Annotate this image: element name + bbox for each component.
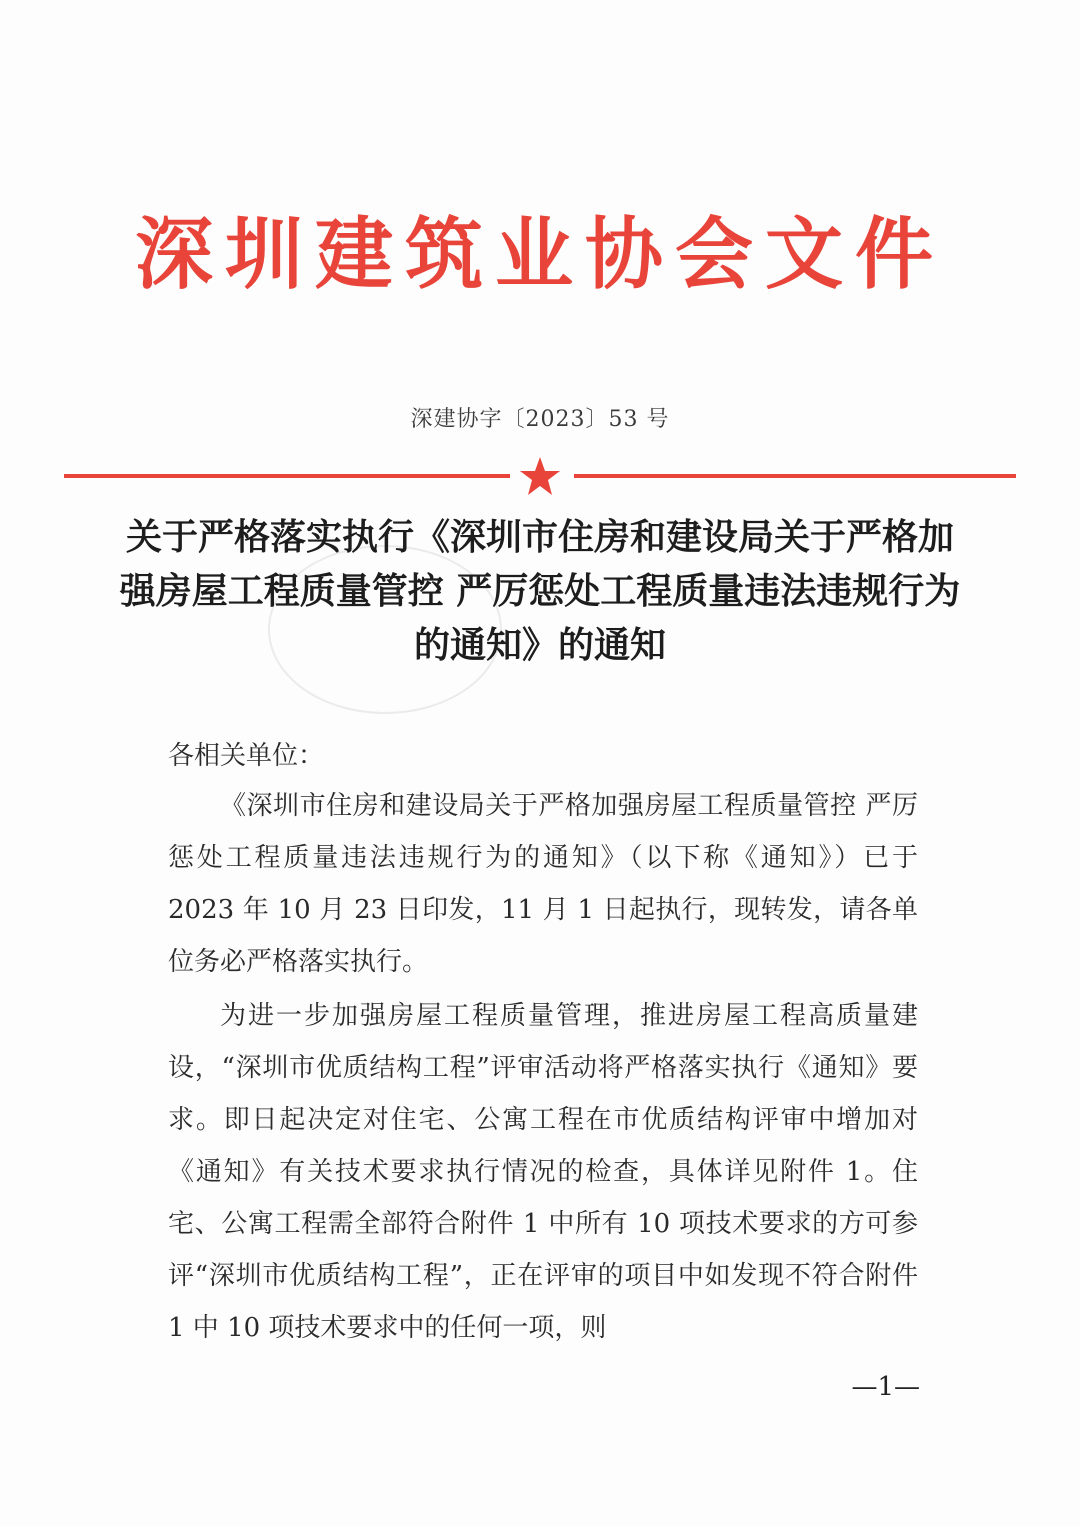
- red-divider-left: [64, 474, 510, 478]
- document-header-title: 深圳建筑业协会文件: [134, 209, 945, 300]
- star-icon: [518, 455, 562, 499]
- page-number: —1—: [851, 1372, 920, 1402]
- body-paragraph-1: 《深圳市住房和建设局关于严格加强房屋工程质量管控 严厉惩处工程质量违法违规行为的通知》（以下称《通知》）已于 2023 年 10 月 23 日印发，11 月 1 日起执行，现转发，请各单位务必严格落实执行。: [168, 791, 918, 977]
- salutation: 各相关单位：: [168, 741, 325, 771]
- document-number: 深建协字〔2023〕53 号: [410, 407, 670, 432]
- body-paragraph-2: 为进一步加强房屋工程质量管理，推进房屋工程高质量建设，“深圳市优质结构工程”评审活动将严格落实执行《通知》要求。即日起决定对住宅、公寓工程在市优质结构评审中增加对《通知》有关技术要求执行情况的检查，具体详见附件 1。住宅、公寓工程需全部符合附件 1 中所有 10 项技术要求的方可参评“深圳市优质结构工程”，正在评审的项目中如发现不符合附件 1 中 10 项技术要求中的任何一项，则: [168, 1001, 918, 1343]
- red-divider-right: [574, 474, 1016, 478]
- subject-title: 关于严格落实执行《深圳市住房和建设局关于严格加强房屋工程质量管控 严厉惩处工程质量违法违规行为的通知》的通知: [119, 516, 961, 666]
